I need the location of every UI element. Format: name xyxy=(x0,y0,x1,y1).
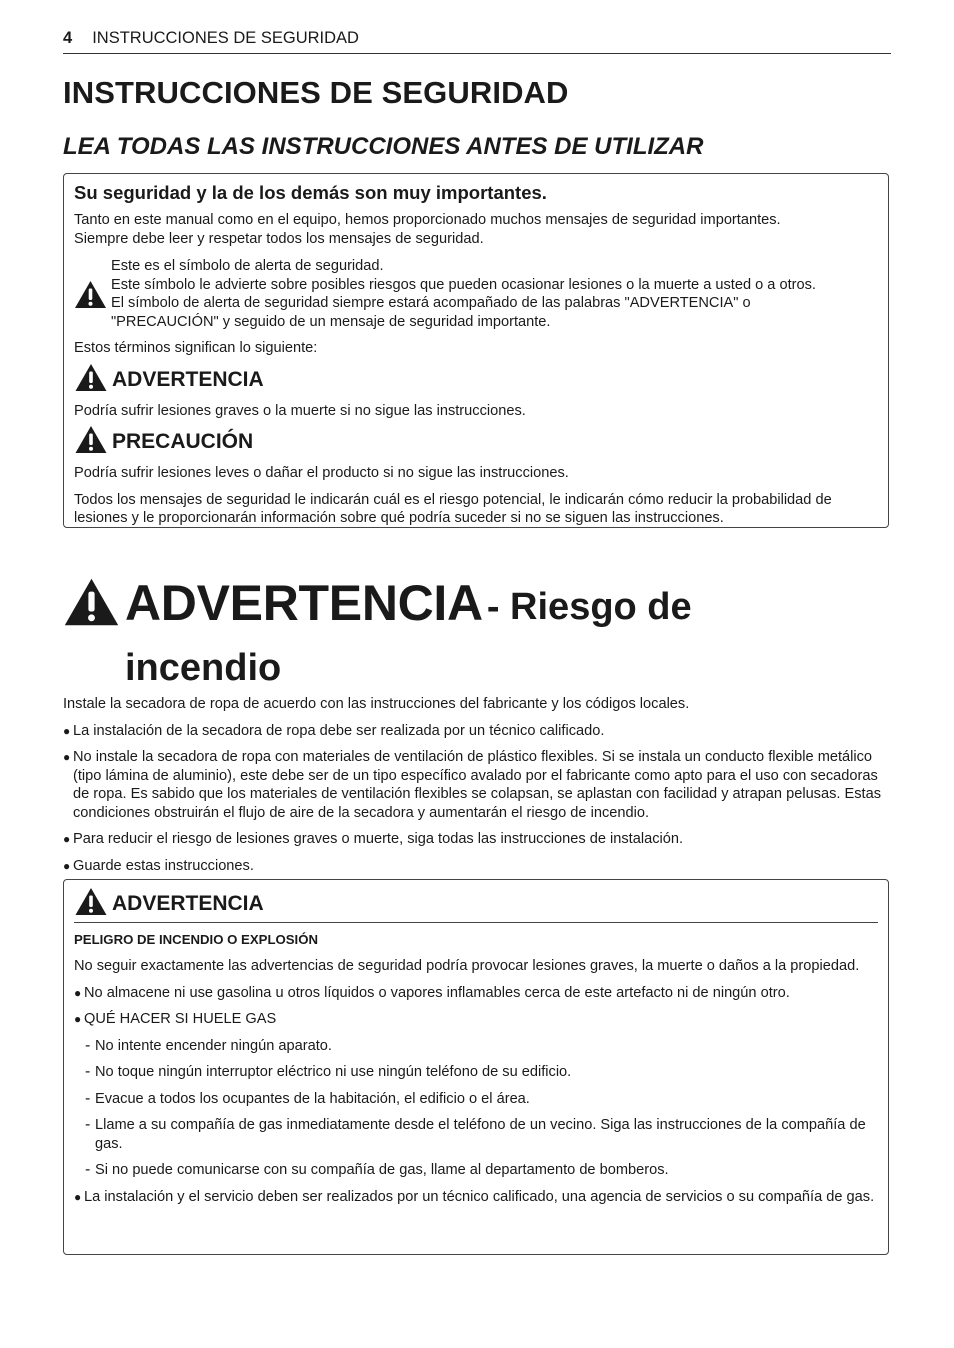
dash-item: - No toque ningún interruptor eléctrico ni use ningún teléfono de su edificio. xyxy=(85,1063,572,1080)
gas-warning-signal xyxy=(74,888,878,920)
safety-intro-1: Tanto en este manual como en el equipo, hemos proporcionado muchos mensajes de seguridad importantes. xyxy=(74,212,781,228)
divider xyxy=(74,922,878,923)
dash-item: - No intente encender ningún aparato. xyxy=(85,1036,332,1054)
caution-desc: Podría sufrir lesiones leves o dañar el producto si no sigue las instrucciones. xyxy=(74,465,569,481)
symbol-text-4: "PRECAUCIÓN" y seguido de un mensaje de seguridad importante. xyxy=(111,313,551,330)
dash-item: - Si no puede comunicarse con su compañía de gas, llame al departamento de bomberos. xyxy=(85,1161,669,1178)
list-item: ● QUÉ HACER SI HUELE GAS xyxy=(74,1011,277,1027)
alert-symbol-row xyxy=(74,257,878,331)
fire-warning-section xyxy=(63,695,891,875)
safety-intro-2: Siempre debe leer y respetar todos los mensajes de seguridad. xyxy=(74,230,484,247)
warning-triangle-icon xyxy=(74,257,111,331)
gas-caption: PELIGRO DE INCENDIO O EXPLOSIÓN xyxy=(74,932,319,947)
list-item: ● Guarde estas instrucciones. xyxy=(63,857,254,874)
warning-triangle-icon xyxy=(63,577,120,632)
fire-warning-title xyxy=(63,572,763,693)
page-title: INSTRUCCIONES DE SEGURIDAD xyxy=(63,75,569,110)
gas-intro: No seguir exactamente las advertencias de seguridad podría provocar lesiones graves, la muerte o daños a la propiedad. xyxy=(74,958,860,974)
dash-item: - Evacue a todos los ocupantes de la habitación, el edificio o el área. xyxy=(85,1089,530,1107)
fire-intro: Instale la secadora de ropa de acuerdo con las instrucciones del fabricante y los códigos locales. xyxy=(63,696,690,712)
safety-info-box xyxy=(63,173,889,528)
fire-warning-word: ADVERTENCIA xyxy=(125,575,483,631)
warning-signal xyxy=(74,364,878,396)
page-header xyxy=(63,27,891,54)
symbol-text-1: Este es el símbolo de alerta de seguridad. xyxy=(111,258,384,274)
closing-1: Todos los mensajes de seguridad le indicarán cuál es el riesgo potencial, le indicarán cómo reducir la probabilidad de xyxy=(74,491,832,508)
warning-triangle-icon xyxy=(74,425,108,459)
warning-triangle-icon xyxy=(74,363,108,397)
gas-warning-box xyxy=(63,879,889,1255)
closing-2: lesiones y le proporcionarán información sobre qué podría suceder si no se siguen las instrucciones. xyxy=(74,510,724,526)
header-section: INSTRUCCIONES DE SEGURIDAD xyxy=(92,29,359,47)
symbol-text-2: Este símbolo le advierte sobre posibles riesgos que pueden ocasionar lesiones o la muerte a usted o a otros. xyxy=(111,276,816,293)
list-item: ● No instale la secadora de ropa con materiales de ventilación de plástico flexibles. Si se instala un conducto flexible metálico (tipo lámina de aluminio), este debe ser de un tipo específico avalado por el fabricante como apto para el uso con secadoras de ropa. Es sabido que los materiales de ventilación flexibles se colapsan, se aplastan con facilidad y atrapan pelusas. Estas condiciones obstruirán el flujo de aire de la secadora y aumentarán el riesgo de incendio. xyxy=(63,749,882,821)
safety-box-heading: Su seguridad y la de los demás son muy importantes. xyxy=(74,182,547,203)
list-item: ● Para reducir el riesgo de lesiones graves o muerte, siga todas las instrucciones de instalación. xyxy=(63,831,684,847)
warning-triangle-icon xyxy=(74,887,108,921)
gas-warning-label: ADVERTENCIA xyxy=(112,892,264,915)
terms-intro: Estos términos significan lo siguiente: xyxy=(74,340,318,356)
warning-label: ADVERTENCIA xyxy=(112,367,264,391)
page-number: 4 xyxy=(63,29,73,47)
page-subtitle: LEA TODAS LAS INSTRUCCIONES ANTES DE UTILIZAR xyxy=(63,133,704,160)
list-item: ● No almacene ni use gasolina u otros líquidos o vapores inflamables cerca de este artefacto ni de ningún otro. xyxy=(74,984,790,1001)
caution-label: PRECAUCIÓN xyxy=(112,430,254,453)
fire-warning-rest1: - Riesgo de xyxy=(486,586,692,628)
symbol-text-3: El símbolo de alerta de seguridad siempre estará acompañado de las palabras "ADVERTENCIA" o xyxy=(111,295,751,311)
list-item: ● La instalación y el servicio deben ser realizados por un técnico calificado, una agencia de servicios o su compañía de gas. xyxy=(74,1188,875,1205)
fire-warning-rest2: incendio xyxy=(125,647,282,689)
list-item: ● La instalación de la secadora de ropa debe ser realizada por un técnico calificado. xyxy=(63,722,605,739)
dash-item: - Llame a su compañía de gas inmediatamente desde el teléfono de un vecino. Siga las instrucciones de la compañía de gas. xyxy=(85,1116,866,1152)
caution-signal xyxy=(74,426,878,458)
warning-desc: Podría sufrir lesiones graves o la muerte si no sigue las instrucciones. xyxy=(74,402,526,419)
